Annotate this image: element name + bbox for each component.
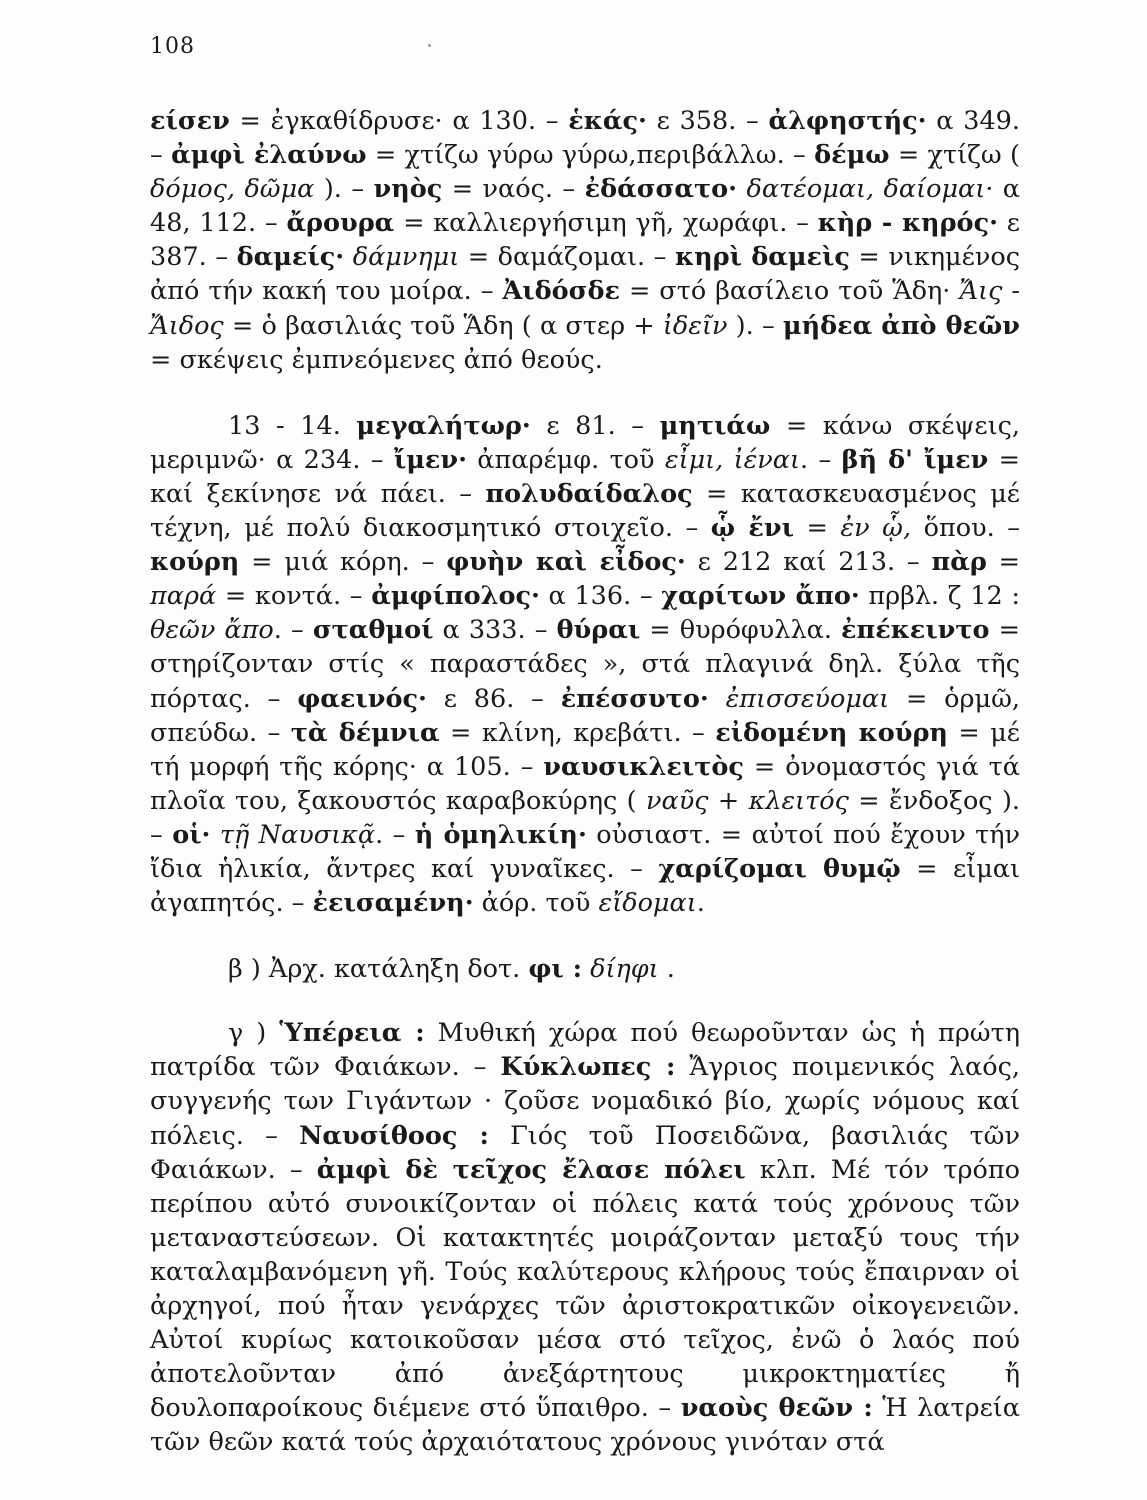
page-number: 108 xyxy=(150,34,195,59)
paragraph-note-c xyxy=(150,1016,1020,1459)
headword: σταθμοί xyxy=(312,615,434,646)
gloss-text: ). – xyxy=(727,310,783,341)
gloss-text: = εἶμαι ἀγαπητός. – xyxy=(150,853,1020,919)
gloss-text: οὐσιαστ. = αὐτοί πού ἔχουν τήν ἴδια ἡλικία, ἄντρες καί γυναῖκες. – xyxy=(150,819,1021,884)
gloss-text: = δαμάζομαι. – xyxy=(459,242,675,273)
italic-form: δόμος, δῶμα xyxy=(150,174,315,205)
headword: χαρίτων ἄπο· xyxy=(661,581,860,612)
italic-form: ἐπισσεύομαι xyxy=(725,683,890,714)
headword: θύραι xyxy=(556,615,641,646)
gloss-text: α 48, 112. – xyxy=(150,174,1020,239)
italic-form: παρά xyxy=(150,581,217,612)
headword: οἱ· xyxy=(172,819,211,850)
gloss-text: 13 - 14. xyxy=(228,410,357,441)
italic-form: ἐν ᾧ, xyxy=(840,513,912,544)
gloss-text: = ἔνδοξος ). – xyxy=(150,785,1021,850)
gloss-text: ). – xyxy=(314,174,374,205)
headword: ναοὺς θεῶν : xyxy=(680,1393,873,1424)
gloss-text: = κάνω σκέψεις, μεριμνῶ· α 234. – xyxy=(150,410,1021,475)
headword: δέμω xyxy=(814,140,890,171)
gloss-text: ε 358. – xyxy=(646,106,769,136)
gloss-text: = ἐγκαθίδρυσε· α 130. – xyxy=(229,106,569,136)
headword: μεγαλήτωρ· xyxy=(356,410,531,441)
print-speck xyxy=(428,44,431,47)
headword: κὴρ - κηρός· xyxy=(817,208,998,239)
gloss-text: . xyxy=(696,888,705,919)
gloss-text: . xyxy=(658,954,675,985)
gloss-text xyxy=(709,684,726,714)
italic-form: δίηφι xyxy=(590,954,659,985)
italic-form: δατέομαι, δαίομαι· xyxy=(746,174,994,205)
gloss-text: α 333. – xyxy=(433,615,557,646)
headword: ᾧ ἔνι xyxy=(710,513,794,544)
gloss-text: α 349. – xyxy=(150,106,1020,171)
headword: ἡ ὁμηλικίη· xyxy=(414,819,587,850)
gloss-text: πρβλ. ζ 12 : xyxy=(859,581,1020,612)
paragraph-glossary-1 xyxy=(150,104,1020,377)
headword: φυὴν καὶ εἶδος· xyxy=(446,547,686,578)
gloss-text: ε 81. – xyxy=(530,410,660,441)
headword: ἐδάσσατο· xyxy=(584,174,738,205)
headword: Ἀιδόσδε xyxy=(502,276,620,307)
paragraph-glossary-13-14 xyxy=(150,409,1020,920)
paragraph-note-b xyxy=(150,952,1020,986)
gloss-text: . – xyxy=(375,819,415,850)
gloss-text: = ναός. – xyxy=(442,174,585,205)
headword: Ὑπέρεια : xyxy=(279,1018,425,1049)
headword: κηρὶ δαμεὶς xyxy=(674,242,850,273)
gloss-text: = καλλιεργήσιμη γῆ, χωράφι. – xyxy=(394,208,818,239)
gloss-text: . – xyxy=(800,444,842,475)
gloss-text: = μέ τή μορφή τῆς κόρης· α 105. – xyxy=(150,717,1020,782)
gloss-text: = xyxy=(793,513,841,544)
headword: φι : xyxy=(528,954,583,985)
headword: φαεινός· xyxy=(297,683,427,714)
gloss-text: = ὁρμῶ, σπεύδω. – xyxy=(150,683,1020,748)
headword: ἀμφὶ δὲ τεῖχος ἔλασε πόλει xyxy=(316,1154,746,1185)
italic-form: θεῶν ἄπο xyxy=(150,615,274,646)
gloss-text: κλπ. Μέ τόν τρόπο περίπου αὐτό συνοικίζονταν οἱ πόλεις κατά τούς χρόνους τῶν μεταναστεύσεων. Οἱ κατακτητές μοιράζονταν μεταξύ τους τήν καταλαμβανόμενη γῆ. Τούς καλύτερους κλήρους τούς ἔπαιρναν οἱ ἀρχηγοί, πού ἦταν γενάρχες τῶν ἀριστοκρατικῶν οἰκογενειῶν. Αὐτοί κυρίως κατοικοῦσαν μέσα στό τεῖχος, ἐνῶ ὁ λαός πού ἀποτελοῦνταν ἀπό ἀνεξάρτητους μικροκτηματίες ἤ δουλοπαροίκους διέμενε στό ὕπαιθρο. – xyxy=(150,1154,1020,1424)
gloss-text: = μιά κόρη. – xyxy=(239,547,447,578)
gloss-text xyxy=(344,242,353,272)
italic-form: εἶμι, ἰέναι xyxy=(664,444,800,475)
gloss-text: = χτίζω ( xyxy=(889,140,1020,171)
headword: πὰρ xyxy=(931,547,987,578)
headword: ἴμεν· xyxy=(393,444,467,475)
gloss-text: ε 86. – xyxy=(426,683,561,714)
gloss-text: = σκέψεις ἐμπνεόμενες ἀπό θεούς. xyxy=(150,344,603,375)
headword: ἀλφηστής· xyxy=(768,106,927,136)
headword: ἄρουρα xyxy=(286,208,395,239)
gloss-text: = χτίζω γύρω γύρω,περιβάλλω. – xyxy=(366,140,815,171)
headword: ἀμφίπολος· xyxy=(371,581,540,612)
italic-form: εἴδομαι xyxy=(598,888,697,919)
headword: ἐεισαμένη· xyxy=(312,888,474,919)
headword: εἰδομένη κούρη xyxy=(715,717,948,748)
gloss-text: ὅπου. – xyxy=(911,513,1020,544)
headword: κούρη xyxy=(150,547,240,578)
headword: νηὸς xyxy=(373,174,443,205)
gloss-text: Ἡ λατρεία τῶν θεῶν κατά τούς ἀρχαιότατους χρόνους γινόταν στά xyxy=(150,1393,1021,1458)
gloss-text: = καί ξεκίνησε νά πάει. – xyxy=(150,444,1020,509)
headword: πολυδαίδαλος xyxy=(485,478,693,509)
gloss-text: = xyxy=(986,547,1021,578)
italic-form: τῇ Ναυσικᾷ xyxy=(219,819,376,850)
gloss-text: ε 387. – xyxy=(150,208,1020,273)
italic-form: ναῦς + κλειτός xyxy=(646,785,849,816)
headword: χαρίζομαι θυμῷ xyxy=(658,853,901,884)
headword: μητιάω xyxy=(659,410,771,441)
gloss-text: γ ) xyxy=(228,1018,280,1049)
headword: Ναυσίθοος : xyxy=(299,1120,489,1151)
gloss-text: = στηρίζονταν στίς « παραστάδες », στά πλαγινά δηλ. ξύλα τῆς πόρτας. – xyxy=(150,615,1020,714)
gloss-text: Ἄγριος ποιμενικός λαός, συγγενής των Γιγάντων · ζοῦσε νομαδικό βίο, χωρίς νόμους καί πόλεις. – xyxy=(150,1052,1021,1151)
headword: δαμείς· xyxy=(236,242,345,273)
gloss-text: = κατασκευασμένος μέ τέχνη, μέ πολύ διακοσμητικό στοιχεῖο. – xyxy=(150,478,1020,544)
headword: ναυσικλειτὸς xyxy=(543,751,744,782)
page-body xyxy=(150,104,1020,1459)
gloss-text: = θυρόφυλλα. xyxy=(640,615,842,646)
gloss-text: α 136. – xyxy=(539,581,662,612)
gloss-text: = ὁ βασιλιάς τοῦ Ἅδη ( α στερ + xyxy=(223,310,663,341)
headword: βῆ δ' ἴμεν xyxy=(841,444,989,475)
gloss-text: = κλίνη, κρεβάτι. – xyxy=(439,717,716,748)
gloss-text: ἀόρ. τοῦ xyxy=(473,888,599,919)
gloss-text: ἀπαρέμφ. τοῦ xyxy=(466,444,665,475)
gloss-text: ε 212 καί 213. – xyxy=(685,547,932,578)
gloss-text xyxy=(210,820,219,850)
gloss-text: . – xyxy=(273,615,313,646)
headword: ἑκάς· xyxy=(568,106,647,136)
italic-form: δάμνημι xyxy=(352,242,460,273)
headword: ἐπέκειντο xyxy=(841,615,990,646)
gloss-text: = ὀνομαστός γιά τά πλοῖα του, ξακουστός καραβοκύρης ( xyxy=(150,751,1020,816)
italic-form: Ἄις - Ἄιδος xyxy=(150,276,1020,341)
headword: μήδεα ἀπὸ θεῶν xyxy=(782,310,1020,341)
gloss-text: = νικημένος ἀπό τήν κακή του μοίρα. – xyxy=(150,242,1020,307)
headword: είσεν xyxy=(150,106,230,136)
gloss-text: Μυθική χώρα πού θεωροῦνταν ὡς ἡ πρώτη πατρίδα τῶν Φαιάκων. – xyxy=(150,1018,1020,1083)
gloss-text xyxy=(582,954,590,984)
headword: ἀμφὶ ἐλαύνω xyxy=(171,140,367,171)
italic-form: ἰδεῖν xyxy=(662,310,728,341)
headword: τὰ δέμνια xyxy=(290,717,440,748)
gloss-text: β ) Ἀρχ. κατάληξη δοτ. xyxy=(228,954,529,985)
gloss-text: = κοντά. – xyxy=(216,581,372,612)
headword: ἐπέσσυτο· xyxy=(560,683,709,714)
gloss-text: = στό βασίλειο τοῦ Ἅδη· xyxy=(619,276,960,307)
headword: Κύκλωπες : xyxy=(500,1052,676,1083)
gloss-text: Γιός τοῦ Ποσειδῶνα, βασιλιάς τῶν Φαιάκων. – xyxy=(150,1120,1020,1185)
